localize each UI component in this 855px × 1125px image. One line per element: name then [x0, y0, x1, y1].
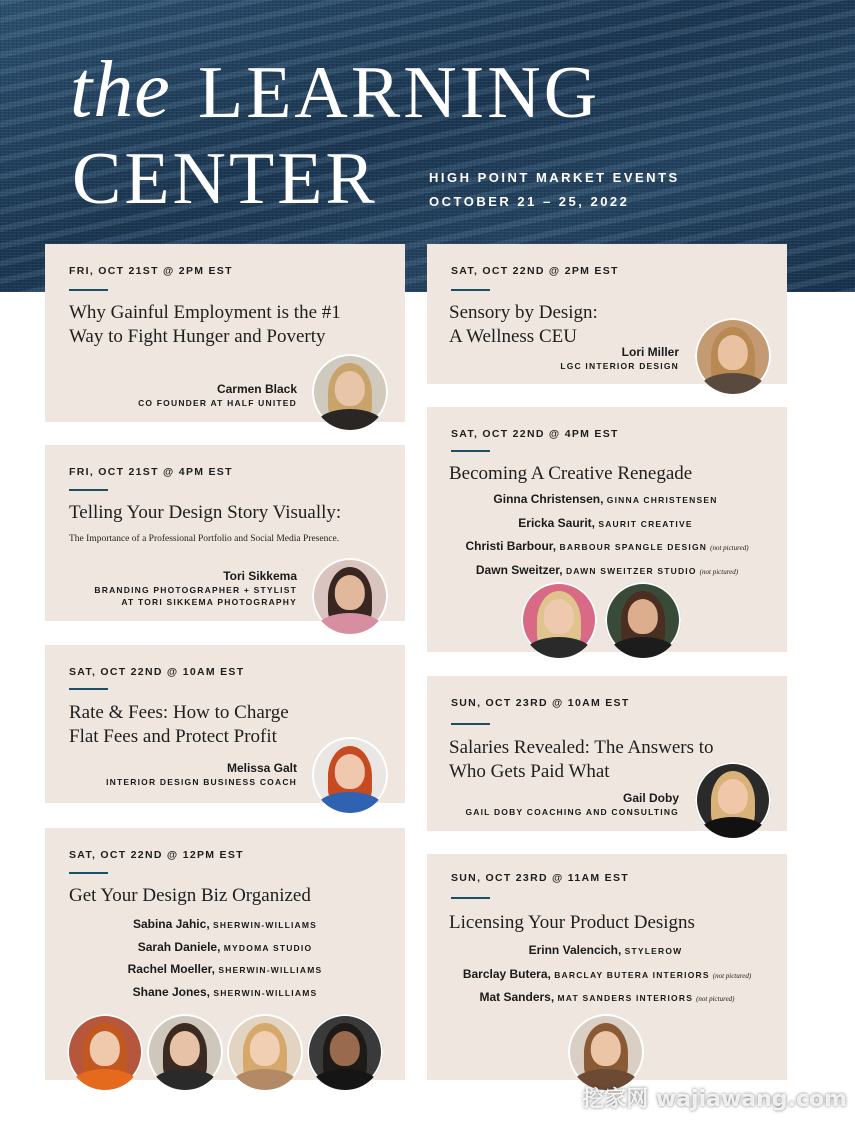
speaker-info [138, 381, 297, 409]
speaker-photo-lori-miller [695, 318, 771, 394]
session-card-gail-doby [427, 676, 787, 831]
session-title: Telling Your Design Story Visually: [69, 502, 342, 523]
session-date: SAT, OCT 22ND @ 2PM EST [451, 265, 619, 277]
speaker-title: GAIL DOBY COACHING AND CONSULTING [465, 807, 679, 817]
speaker-photo-gail-doby [695, 762, 771, 838]
divider [69, 688, 108, 690]
speaker-photo-melissa-galt [312, 737, 388, 813]
speaker-info [94, 568, 297, 608]
session-card-carmen-black [45, 244, 405, 422]
session-date: FRI, OCT 21ST @ 4PM EST [69, 466, 233, 478]
session-title: Get Your Design Biz Organized [69, 885, 311, 906]
speaker-photo-sarah-daniele [147, 1014, 223, 1090]
panel-list [427, 940, 787, 1011]
speaker-info [560, 344, 679, 372]
session-card-licensing [427, 854, 787, 1080]
session-date: SAT, OCT 22ND @ 12PM EST [69, 849, 244, 861]
session-title: Becoming A Creative Renegade [449, 463, 693, 484]
session-date: SAT, OCT 22ND @ 10AM EST [69, 666, 245, 678]
title-learning: LEARNING [198, 52, 601, 134]
panelist: Ericka Saurit, SAURIT CREATIVE [518, 515, 693, 530]
session-date: SUN, OCT 23RD @ 11AM EST [451, 872, 629, 884]
speaker-photo-sabina-jahic [67, 1014, 143, 1090]
session-subtitle: The Importance of a Professional Portfolio and Social Media Presence. [69, 534, 340, 544]
speaker-name: Carmen Black [216, 382, 297, 396]
speaker-title: CO FOUNDER AT HALF UNITED [138, 398, 297, 408]
event-dates: OCTOBER 21 – 25, 2022 [429, 194, 630, 209]
session-title: Salaries Revealed: The Answers to Who Gets Paid What [449, 737, 714, 782]
site-watermark: 挖家网 wajiawang.com [582, 1087, 847, 1112]
session-title: Why Gainful Employment is the #1 Way to Fight Hunger and Poverty [69, 302, 341, 347]
speaker-title: INTERIOR DESIGN BUSINESS COACH [106, 777, 297, 787]
panelist: Dawn Sweitzer, DAWN SWEITZER STUDIO (not pictured) [475, 563, 739, 578]
speaker-photo-carmen-black [312, 354, 388, 430]
session-card-creative-renegade [427, 407, 787, 652]
speaker-name: Lori Miller [621, 345, 679, 359]
speaker-photo-ginna-christensen [521, 582, 597, 658]
divider [69, 289, 108, 291]
divider [451, 289, 490, 291]
speaker-photo-shane-jones [307, 1014, 383, 1090]
speaker-photo-ericka-saurit [605, 582, 681, 658]
divider [451, 897, 490, 899]
speaker-name: Gail Doby [622, 791, 679, 805]
panel-list [45, 914, 405, 1005]
session-title: Rate & Fees: How to Charge Flat Fees and Protect Profit [69, 702, 289, 747]
session-date: SAT, OCT 22ND @ 4PM EST [451, 428, 619, 440]
panelist: Ginna Christensen, GINNA CHRISTENSEN [493, 492, 718, 506]
panelist: Sabina Jahic, SHERWIN-WILLIAMS [132, 917, 318, 931]
panelist: Rachel Moeller, SHERWIN-WILLIAMS [127, 962, 323, 977]
panelist: Barclay Butera, BARCLAY BUTERA INTERIORS (not pictured) [462, 966, 752, 981]
panelist: Sarah Daniele, MYDOMA STUDIO [137, 939, 313, 954]
speaker-info [465, 790, 679, 818]
panel-list [427, 489, 787, 584]
session-card-lori-miller [427, 244, 787, 384]
title-center: CENTER [72, 138, 378, 220]
divider [451, 723, 490, 725]
session-title: Licensing Your Product Designs [449, 912, 695, 933]
divider [69, 489, 108, 491]
speaker-name: Tori Sikkema [223, 569, 297, 583]
panelist: Mat Sanders, MAT SANDERS INTERIORS (not pictured) [479, 990, 735, 1005]
panelist: Erinn Valencich, STYLEROW [528, 943, 683, 957]
panelist: Christi Barbour, BARBOUR SPANGLE DESIGN (not pictured) [465, 539, 749, 554]
title-the: the [70, 46, 171, 134]
event-name: HIGH POINT MARKET EVENTS [429, 170, 680, 185]
speaker-name: Melissa Galt [226, 761, 297, 775]
session-date: SUN, OCT 23RD @ 10AM EST [451, 697, 630, 709]
speaker-photo-rachel-moeller [227, 1014, 303, 1090]
session-card-tori-sikkema [45, 445, 405, 621]
speaker-photo-erinn-valencich [568, 1014, 644, 1090]
session-card-melissa-galt [45, 645, 405, 803]
session-card-get-organized [45, 828, 405, 1080]
divider [69, 872, 108, 874]
speaker-photo-tori-sikkema [312, 558, 388, 634]
session-date: FRI, OCT 21ST @ 2PM EST [69, 265, 233, 277]
session-title: Sensory by Design: A Wellness CEU [449, 302, 598, 347]
speaker-info [106, 760, 297, 788]
speaker-title: LGC INTERIOR DESIGN [560, 361, 679, 371]
speaker-title: AT TORI SIKKEMA PHOTOGRAPHY [121, 597, 297, 607]
speaker-title: BRANDING PHOTOGRAPHER + STYLIST [94, 585, 297, 595]
divider [451, 450, 490, 452]
panelist: Shane Jones, SHERWIN-WILLIAMS [132, 985, 318, 1000]
